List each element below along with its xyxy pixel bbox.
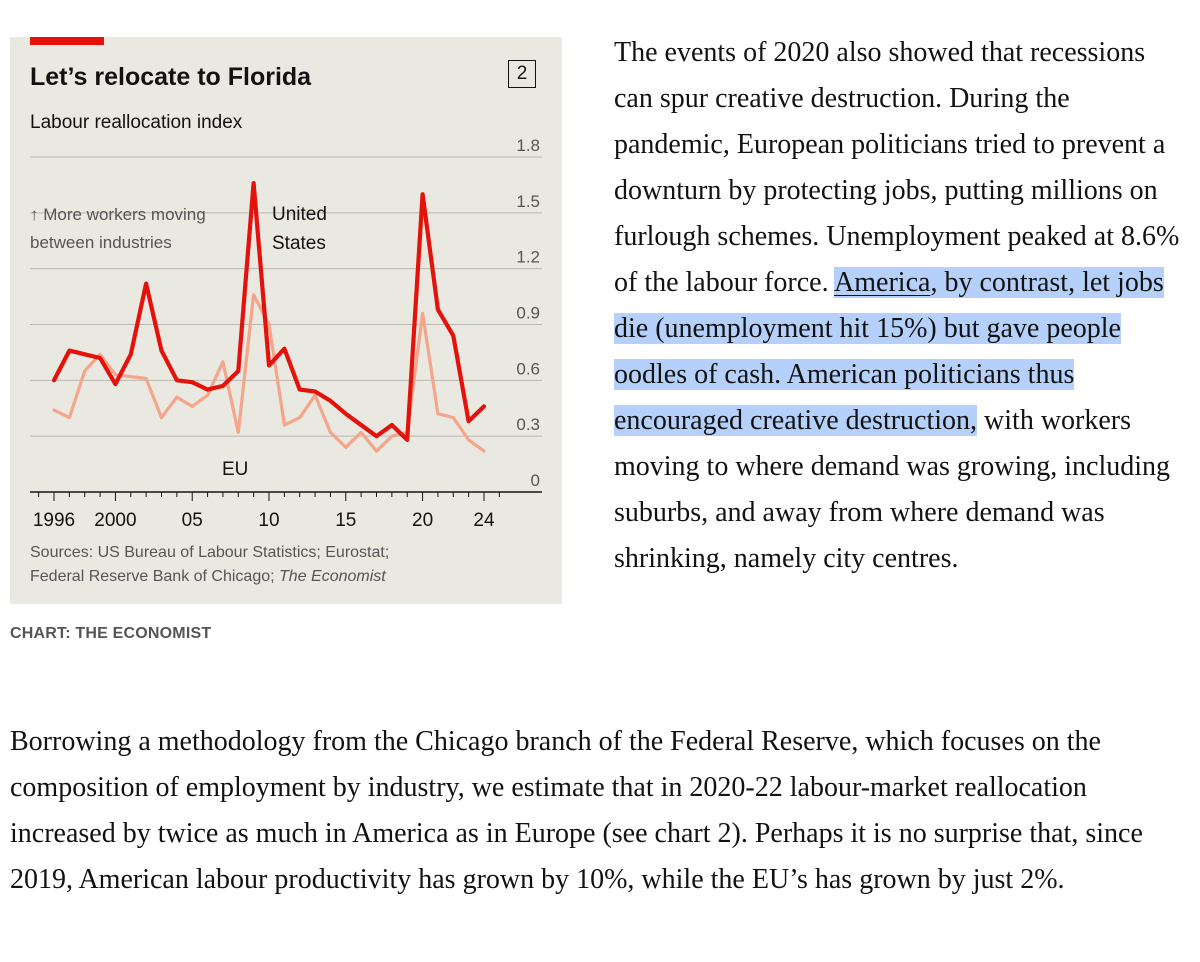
x-tick-label: 24	[473, 510, 495, 531]
y-tick-label: 0.9	[516, 303, 540, 323]
chart-plot	[10, 37, 562, 604]
y-tick-label: 1.2	[516, 247, 540, 267]
y-tick-label: 0.3	[516, 415, 540, 435]
article-text-bottom: Borrowing a methodology from the Chicago branch of the Federal Reserve, which focuses on the composition of employment by industry, we estimate that in 2020-22 labour-market reallocation increased by twice as much in America as in Europe (see chart 2). Perhaps it is no surprise that, since 2019, American labour productivity has grown by 10%, while the	[10, 726, 1143, 895]
article-text-intro: The events of 2020 also showed that recessions can spur creative destruction. During the pandemic, European politicians tried to prevent a downturn by protecting jobs, putting millions on furlough schemes. Unemployment peaked at 8.6% of the labour force.	[614, 37, 1180, 298]
chart-annotation-line1: ↑ More workers moving	[30, 205, 206, 224]
america-link[interactable]: America	[834, 267, 931, 298]
chart-number-badge: 2	[508, 60, 536, 88]
chart-card	[10, 37, 562, 604]
series-label-united-states-line1: United	[272, 204, 327, 225]
series-label-united-states-line2: States	[272, 233, 326, 254]
chart-source-line2: Federal Reserve Bank of Chicago;	[30, 568, 280, 585]
x-tick-label: 10	[258, 510, 280, 531]
x-tick-label: 05	[181, 510, 203, 531]
y-tick-label: 1.8	[516, 136, 540, 155]
article-highlight-text: , by contrast, let jobs die (unemployment hit 15%) but gave people oodles of cash. American politicians thus encouraged creative destruction,	[614, 267, 1164, 436]
y-tick-label: 0.6	[516, 359, 540, 379]
article-paragraph-top	[614, 30, 1184, 582]
series-label-eu: EU	[222, 459, 249, 480]
chart-source-publisher: The Economist	[279, 568, 386, 585]
chart-title: Let’s relocate to Florida	[30, 63, 312, 91]
chart-credit: CHART: THE ECONOMIST	[10, 625, 212, 642]
chart-source	[30, 541, 389, 589]
x-tick-label: 20	[412, 510, 434, 531]
x-tick-label: 1996	[32, 510, 76, 531]
article-text-bottom-end: ’s has grown by just 2%.	[789, 864, 1065, 895]
chart-source-line1: Sources: US Bureau of Labour Statistics; Eurostat;	[30, 544, 390, 561]
x-tick-label: 15	[335, 510, 357, 531]
x-tick-label: 2000	[94, 510, 137, 531]
y-tick-label: 1.5	[516, 191, 540, 211]
chart-subtitle: Labour reallocation index	[30, 112, 243, 133]
article-paragraph-bottom	[10, 719, 1195, 903]
article-text-outro: with workers moving to where demand was growing, including suburbs, and away from where demand was shrinking, namely city centres.	[614, 405, 1171, 574]
chart-annotation-line2: between industries	[30, 233, 172, 252]
y-tick-label: 0	[530, 471, 540, 490]
series-line-eu	[54, 295, 484, 451]
article-eu-abbrev: EU	[751, 864, 790, 895]
